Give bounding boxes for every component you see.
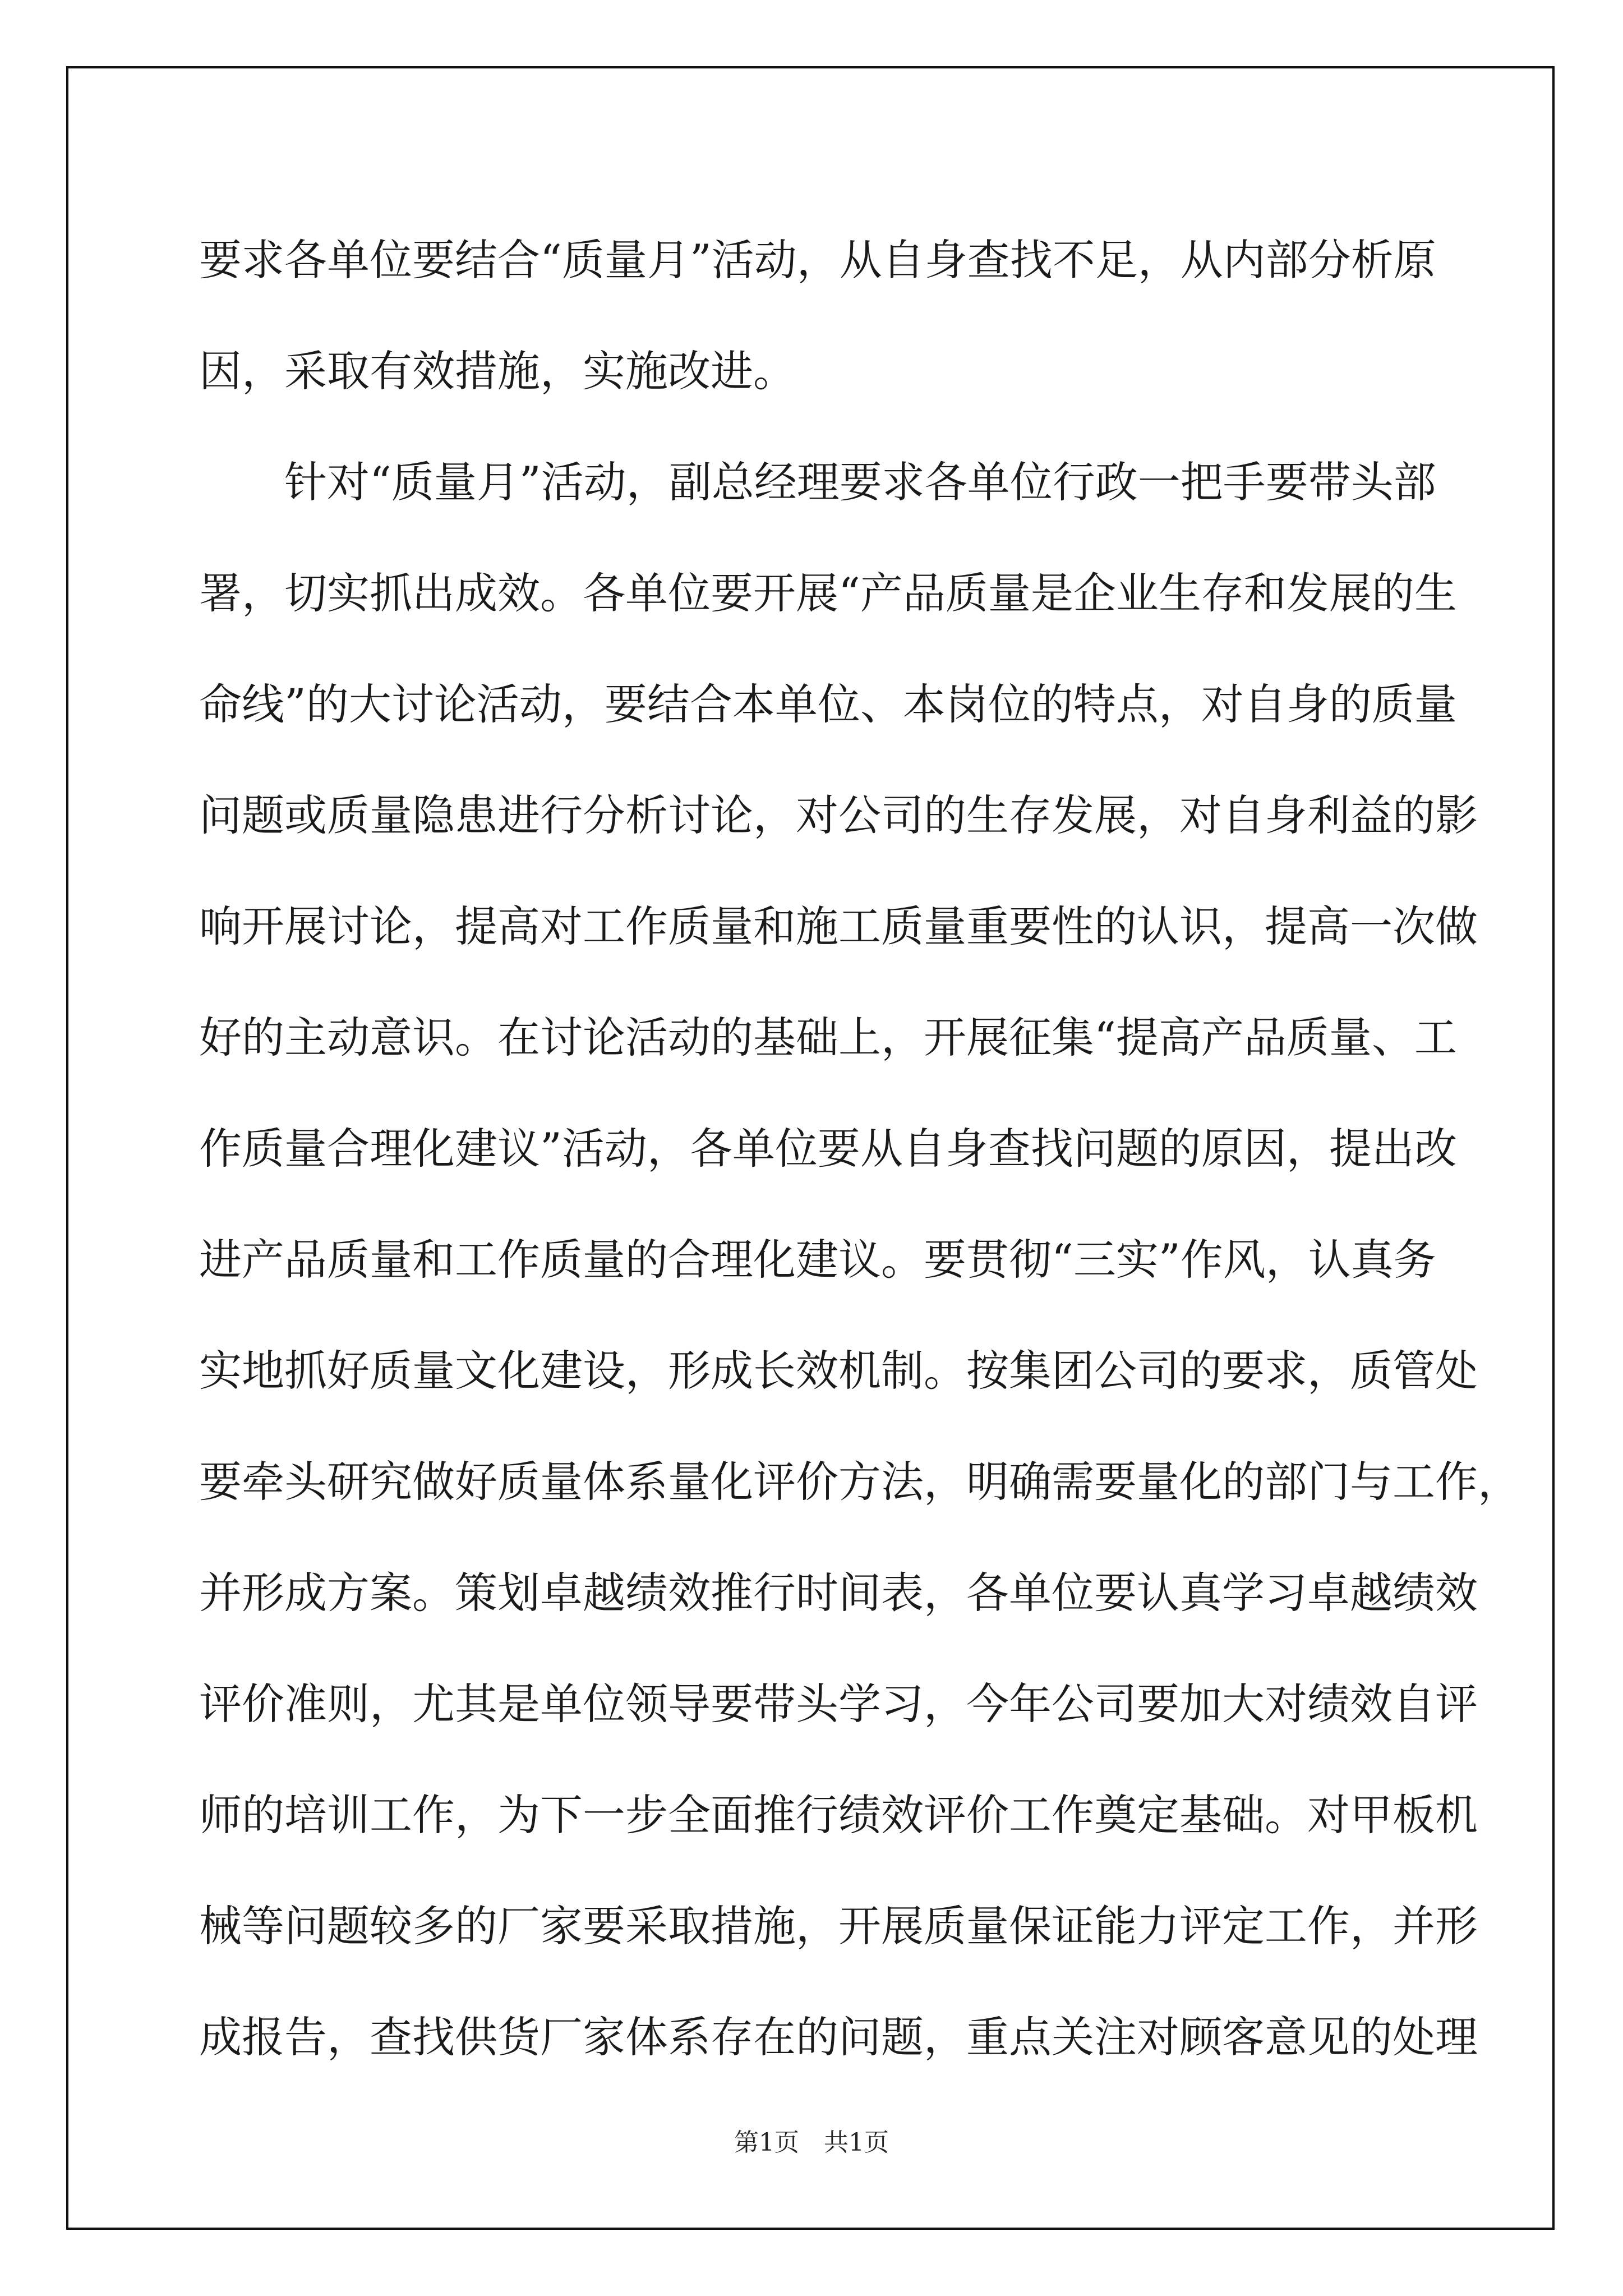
page-total: 共1页 [824, 2128, 889, 2157]
paragraph-2-line-6: 好的主动意识。在讨论活动的基础上，开展征集“提高产品质量、工 [199, 1013, 1457, 1062]
paragraph-1-line-1: 要求各单位要结合“质量月”活动，从自身查找不足，从内部分析原 [199, 235, 1436, 285]
page-footer [0, 2122, 1623, 2158]
paragraph-2-line-10: 要牵头研究做好质量体系量化评价方法，明确需要量化的部门与工作， [199, 1457, 1520, 1507]
paragraph-2-line-12: 评价准则，尤其是单位领导要带头学习，今年公司要加大对绩效自评 [199, 1679, 1478, 1729]
paragraph-2-line-11: 并形成方案。策划卓越绩效推行时间表，各单位要认真学习卓越绩效 [199, 1568, 1478, 1618]
paragraph-2-line-5: 响开展讨论，提高对工作质量和施工质量重要性的认识，提高一次做 [199, 901, 1478, 951]
paragraph-2-line-3: 命线”的大讨论活动，要结合本单位、本岗位的特点，对自身的质量 [199, 679, 1457, 729]
paragraph-2-line-15: 成报告，查找供货厂家体系存在的问题，重点关注对顾客意见的处理 [199, 2012, 1478, 2062]
paragraph-2-line-7: 作质量合理化建议”活动，各单位要从自身查找问题的原因，提出改 [199, 1124, 1457, 1174]
paragraph-2-line-2: 署，切实抓出成效。各单位要开展“产品质量是企业生存和发展的生 [199, 568, 1457, 618]
paragraph-2-line-8: 进产品质量和工作质量的合理化建议。要贯彻“三实”作风，认真务 [199, 1235, 1436, 1285]
paragraph-2-line-1 [199, 427, 1436, 538]
paragraph-2-line-4: 问题或质量隐患进行分析讨论，对公司的生存发展，对自身利益的影 [199, 790, 1478, 840]
paragraph-2-line-14: 械等问题较多的厂家要采取措施，开展质量保证能力评定工作，并形 [199, 1901, 1478, 1951]
paragraph-1-line-2: 因，采取有效措施，实施改进。 [199, 346, 796, 396]
page-number: 第1页 [734, 2128, 799, 2157]
paragraph-2-line-9: 实地抓好质量文化建设，形成长效机制。按集团公司的要求，质管处 [199, 1346, 1478, 1396]
paragraph-2-line-13: 师的培训工作，为下一步全面推行绩效评价工作奠定基础。对甲板机 [199, 1790, 1478, 1840]
document-body [199, 205, 1520, 2093]
paragraph-2-line-1-text: 针对“质量月”活动，副总经理要求各单位行政一把手要带头部 [284, 457, 1436, 507]
